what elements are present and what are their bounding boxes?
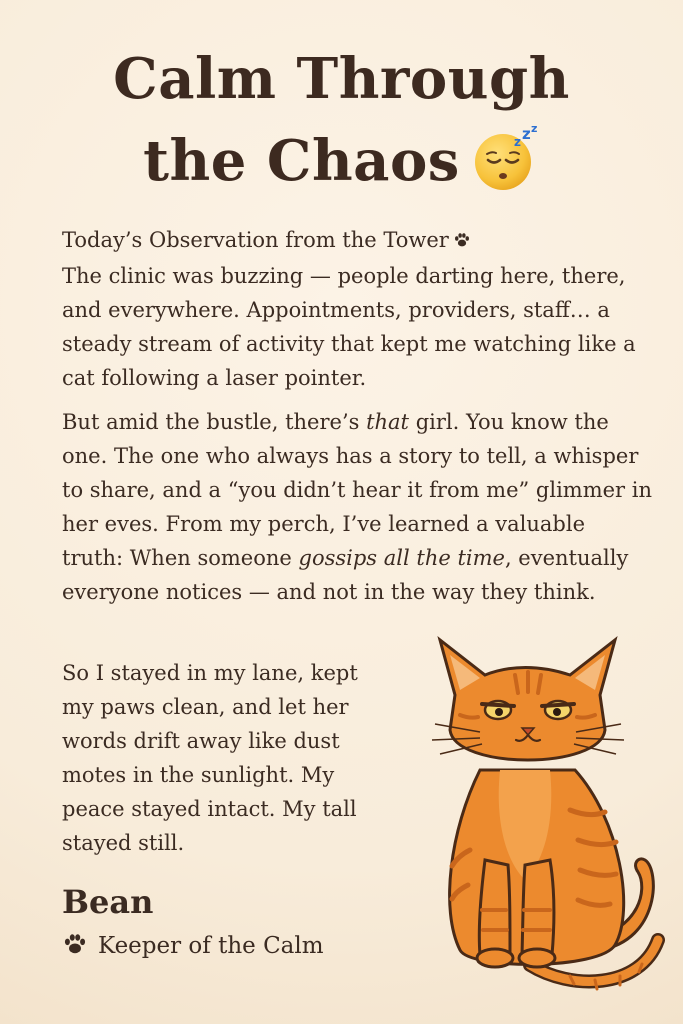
paw-print-icon [453, 231, 471, 249]
observation-heading [62, 226, 471, 254]
signature-name: Bean [62, 883, 154, 921]
paw-print-icon [62, 931, 88, 957]
observation-heading-text: Today’s Observation from the Tower [62, 228, 449, 252]
signoff-line [62, 928, 324, 964]
emphasis-that: that [366, 410, 410, 434]
paragraph-gossip-part-c: , eventually everyone notices — and not in the way they think. [62, 546, 629, 604]
signoff-text: Keeper of the Calm [98, 933, 324, 959]
orange-tabby-cat-illustration [410, 620, 670, 1000]
emphasis-gossips: gossips all the time [298, 546, 505, 570]
paragraph-gossip [62, 405, 652, 609]
svg-text:z: z [530, 124, 538, 136]
svg-text:z: z [521, 125, 532, 144]
paragraph-gossip-part-b: girl. You know the one. The one who always has a story to tell, a whisper to share, and a “you didn’t hear it from me” glimmer in her eves. From my perch, I’ve learned a valuable truth: When someone [62, 410, 653, 570]
title-line-1: Calm Through [113, 46, 570, 112]
page-title [20, 38, 663, 202]
paragraph-calm: So I stayed in my lane, kept my paws clean, and let her words drift away like dust motes in the sunlight. My peace stayed intact. My tall stayed still. [62, 661, 358, 855]
paragraph-clinic: The clinic was buzzing — people darting here, there, and everywhere. Appointments, providers, staff… a steady stream of activity that kept me watching like a cat following a laser pointer. [62, 264, 636, 390]
title-line-2: the Chaos [143, 128, 460, 194]
sleeping-face-emoji-icon [470, 124, 540, 194]
cat-head [440, 640, 615, 760]
paragraph-gossip-part-a: But amid the bustle, there’s [62, 410, 367, 434]
title-line-2-wrap [20, 120, 663, 202]
svg-text:z: z [513, 135, 522, 150]
